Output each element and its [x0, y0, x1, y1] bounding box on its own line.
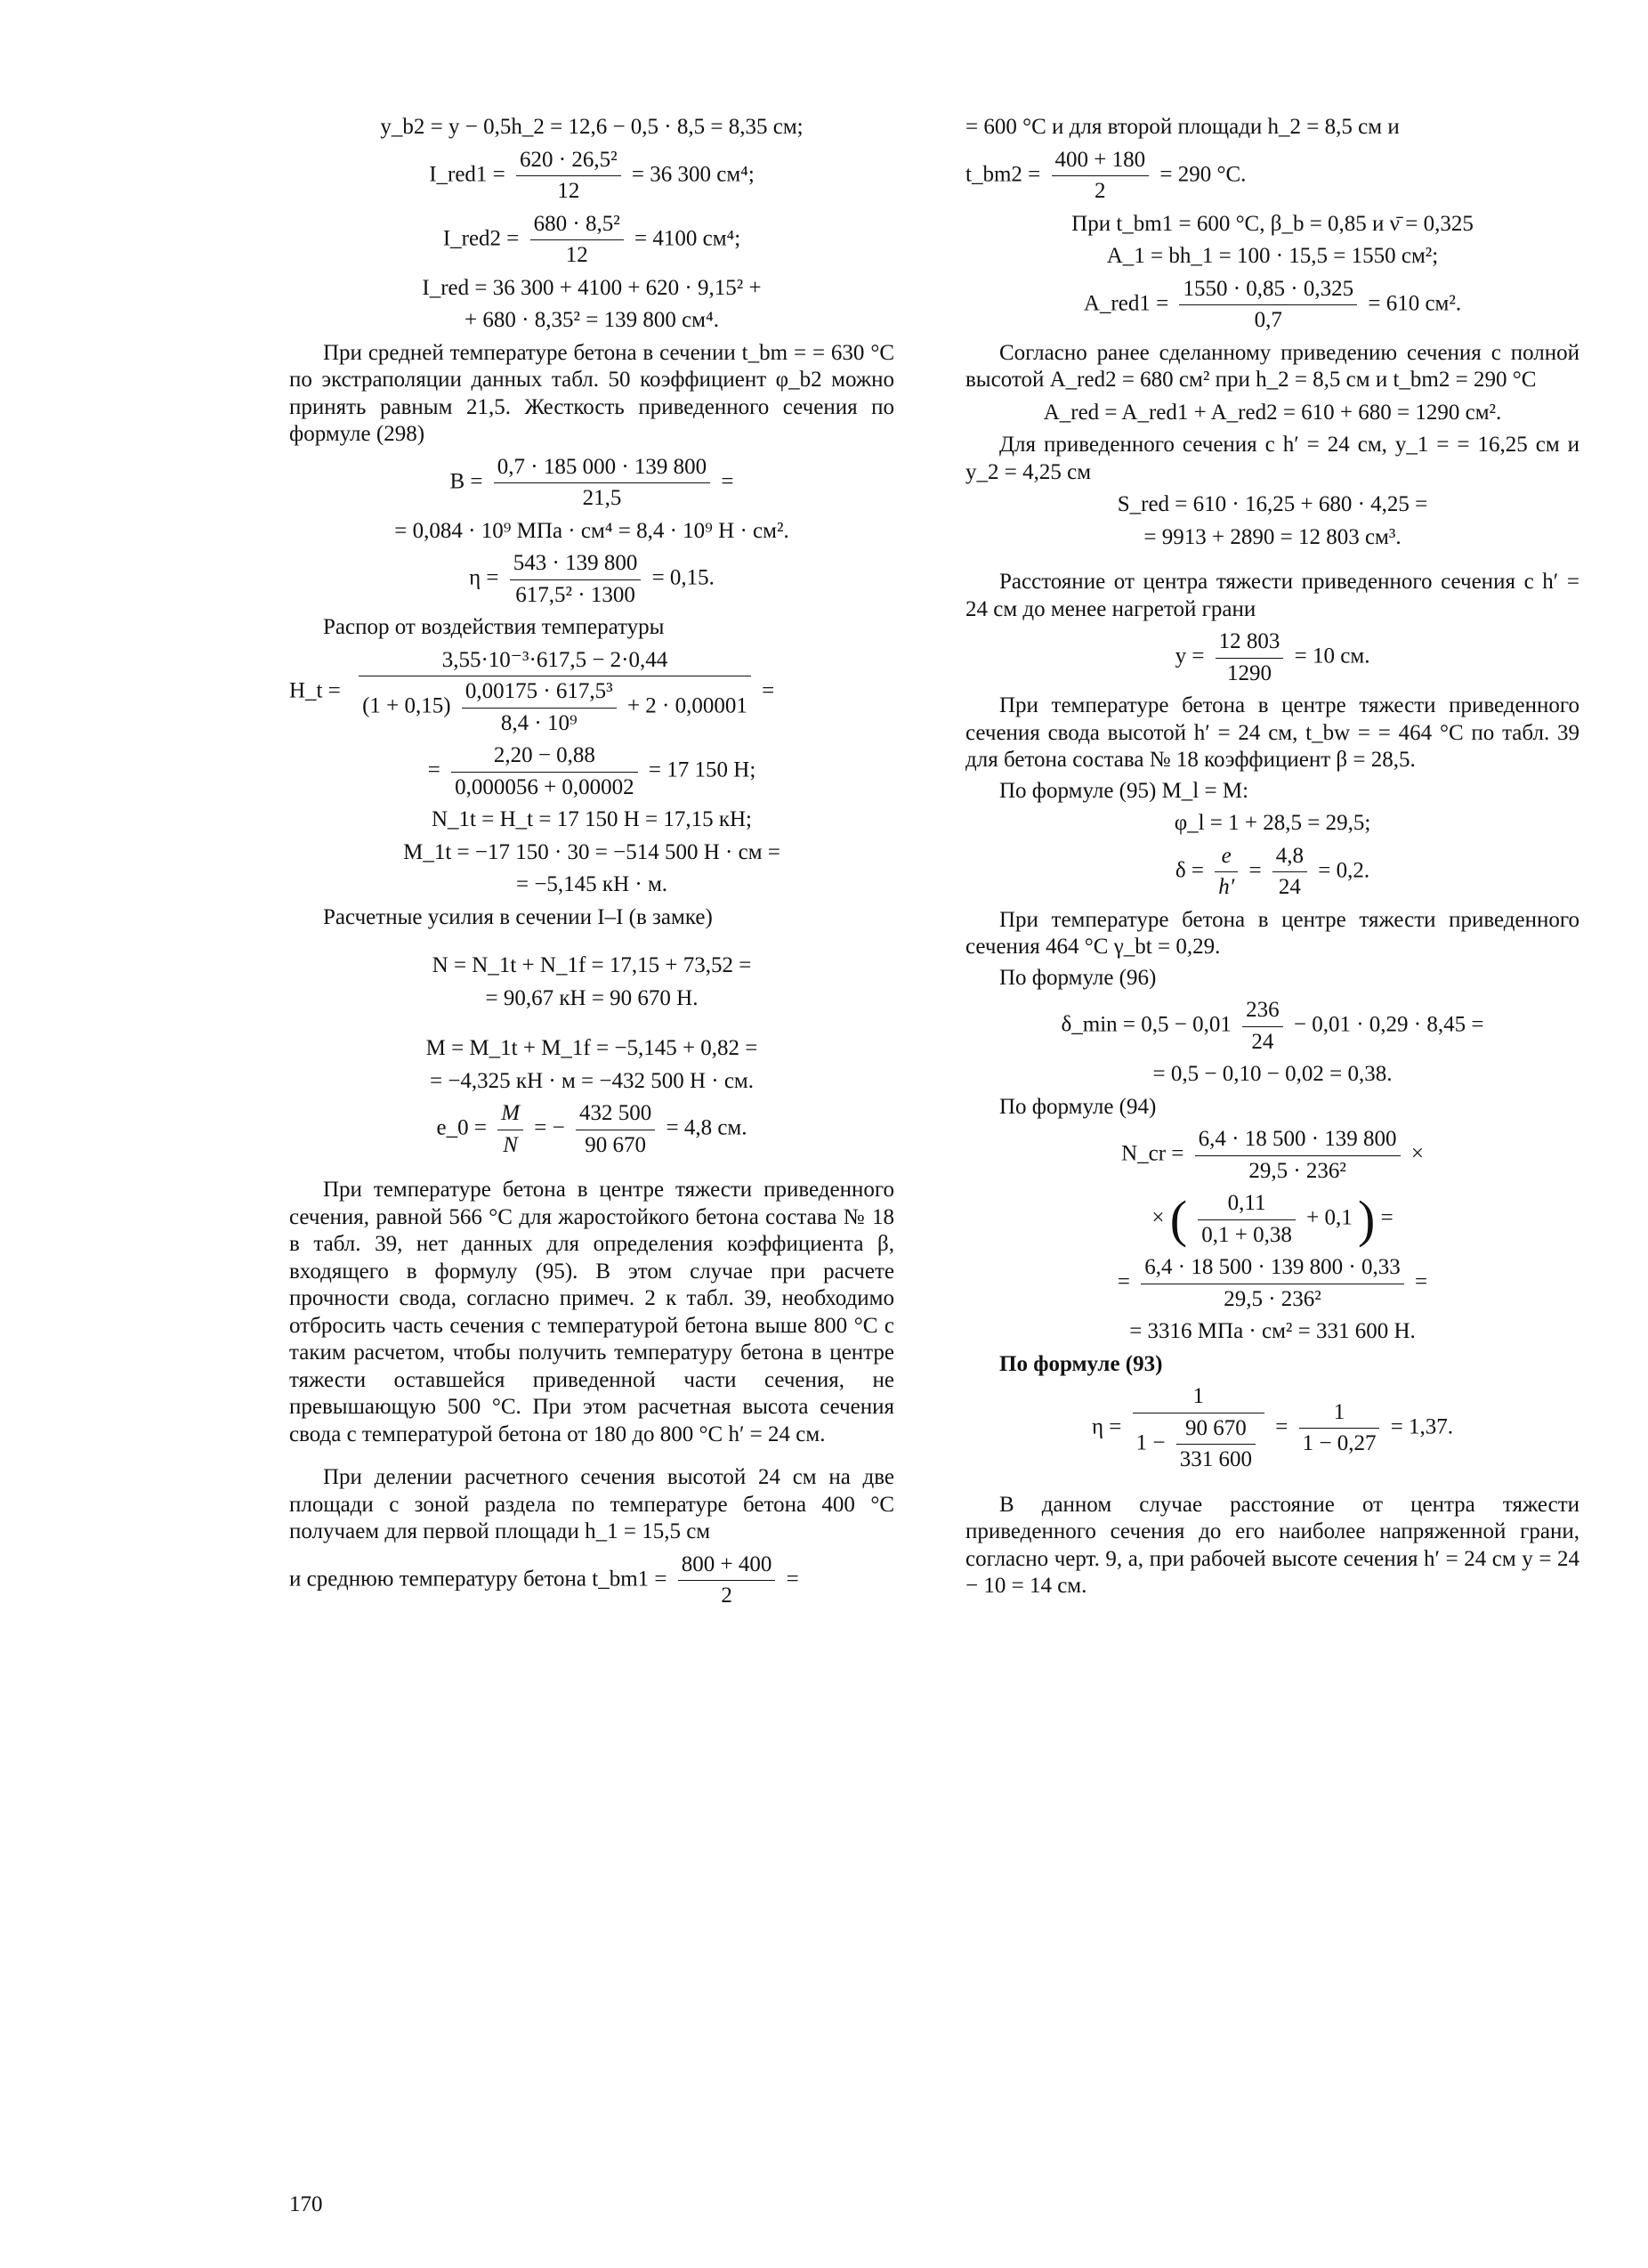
equation-phi: φ_l = 1 + 28,5 = 29,5; [1174, 811, 1371, 835]
equation-e0: e_0 = $\frac{M}{N}$ = − $\frac{432 500}{90 670}$ = 4,8 см. [289, 1100, 894, 1159]
fraction: $\frac{1}{1 - 0,27}$ [1299, 1399, 1380, 1458]
fraction: $\frac{400 + 180}{2}$ [1052, 147, 1150, 206]
equation-yb2: y_b2 = y − 0,5h_2 = 12,6 − 0,5 · 8,5 = 8,35 см; [380, 115, 804, 139]
paragraph-reduced-section: Для приведенного сечения с h′ = 24 см, y_1 = = 16,25 см и y_2 = 4,25 см [965, 433, 1579, 484]
fraction: $\frac{800 + 400}{2}$ [678, 1551, 776, 1610]
fraction: 1 1 − $\frac{90 670}{331 600}$ [1133, 1383, 1264, 1474]
equation-tbm2: t_bm2 = $\frac{400 + 180}{2}$ = 290 °С. [965, 147, 1579, 206]
equation-y: y = $\frac{12 803}{1290}$ = 10 см. [965, 628, 1579, 687]
paragraph-formula-94: По формуле (94) [999, 1094, 1157, 1119]
fraction: $\frac{6,4 \cdot 18 500 \cdot 139 800}{\text{29,5 · 236²}}$ [1195, 1126, 1401, 1185]
equation-m-line1: M = M_1t + M_1f = −5,145 + 0,82 = [425, 1036, 758, 1060]
equation-sred-line1: S_red = 610 · 16,25 + 680 · 4,25 = [1117, 492, 1428, 516]
paragraph-earlier-reduction: Согласно ранее сделанному приведению сечения с полной высотой A_red2 = 680 см² при h_2 = 8,5 см и t_bm2 = 290 °С [965, 340, 1579, 392]
equation-eta2: η = 1 1 − $\frac{90 670}{331 600}$ = $\frac{1}{1 - 0,27}$ = 1,37. [965, 1383, 1579, 1474]
equation-n1t: N_1t = H_t = 17 150 Н = 17,15 кН; [432, 807, 752, 831]
page-number: 170 [289, 2192, 323, 2216]
fraction: $\frac{e}{h'}$ [1215, 843, 1238, 902]
paragraph-beta-coefficient: При температуре бетона в центре тяжести приведенного сечения свода высотой h′ = 24 см, t_bw = = 464 °С по табл. 39 для бетона состава № 18 коэффициент β = 28,5. [965, 693, 1579, 772]
fraction: 3,55·10⁻³·617,5 − 2·0,44 (1 + 0,15) $\frac{\text{0,00175 · 617,5³}}{\text{8,4 · 10⁹}}$ + 2 · 0,00001 [359, 647, 751, 738]
paragraph-temperature-center: При температуре бетона в центре тяжести приведенного сечения, равной 566 °С для жаростойкого бетона состава № 18 в табл. 39, нет данных для определения коэффициента β, входящего в формулу (95). В этом случае при расчете прочности свода, согласно примеч. 2 к табл. 39, необходимо отбросить часть сечения с температурой бетона выше 800 °С с таким расчетом, чтобы получить температуру бетона в центре тяжести оставшейся приведенной части сечения, не превышающую 500 °С. При этом расчетная высота сечения свода с температурой бетона от 180 до 800 °С h′ = 24 см. [289, 1178, 894, 1446]
paragraph-stiffness: При средней температуре бетона в сечении t_bm = = 630 °С по экстраполяции данных табл. 50 коэффициент φ_b2 можно принять равным 21,5. Жесткость приведенного сечения по формуле (298) [289, 340, 894, 446]
fraction: $\frac{0,7 \cdot 185 000 \cdot 139 800}{21,5}$ [494, 454, 710, 513]
paragraph-distance: Расстояние от центра тяжести приведенного сечения с h′ = 24 см до менее нагретой грани [965, 570, 1579, 621]
equation-a1: A_1 = bh_1 = 100 · 15,5 = 1550 см²; [1106, 244, 1439, 268]
equation-ired2: I_red2 = $\frac{\text{680 · 8,5²}}{12}$ = 4100 см⁴; [289, 211, 894, 270]
equation-ncr-line2: × ( $\frac{0,11}{0,1 + 0,38}$ + 0,1 ) = [1151, 1190, 1394, 1248]
fraction: $\frac{2,20 - 0,88}{0,000056 + 0,00002}$ [451, 742, 638, 801]
equation-ired-line1: I_red = 36 300 + 4100 + 620 · 9,15² + [422, 275, 762, 300]
right-column [965, 109, 1579, 1604]
equation-b: B = $\frac{0,7 \cdot 185 000 \cdot 139 800}{21,5}$ = [289, 454, 894, 513]
fraction: $\frac{90 670}{331 600}$ [1176, 1415, 1256, 1474]
equation-m1t-line1: M_1t = −17 150 · 30 = −514 500 Н · см = [403, 839, 780, 864]
equation-m-line2: = −4,325 кН · м = −432 500 Н · см. [429, 1068, 755, 1093]
equation-ht-result: = $\frac{2,20 - 0,88}{0,000056 + 0,00002}$ = 17 150 Н; [289, 742, 894, 801]
fraction: $\frac{0,11}{0,1 + 0,38}$ [1198, 1190, 1296, 1249]
paragraph-thrust: Распор от воздействия температуры [323, 615, 665, 639]
fraction: $\frac{\text{620 · 26,5²}}{12}$ [516, 147, 621, 206]
fraction: $\frac{\text{0,00175 · 617,5³}}{\text{8,4 · 10⁹}}$ [462, 678, 617, 737]
fraction: $\frac{6,4 \cdot 18 500 \cdot 139 800 \cdot 0,33}{\text{29,5 · 236²}}$ [1141, 1254, 1403, 1313]
paragraph-conclusion: В данном случае расстояние от центра тяжести приведенного сечения до его наиболее напряженной грани, согласно черт. 9, а, при рабочей высоте сечения h′ = 24 см y = 24 − 10 = 14 см. [965, 1492, 1579, 1598]
paragraph-formula-93: По формуле (93) [999, 1351, 1163, 1376]
fraction: $\frac{1550 \cdot 0,85 \cdot 0,325}{0,7}$ [1179, 276, 1357, 335]
fraction: $\frac{236}{24}$ [1242, 997, 1283, 1056]
paragraph-gamma: При температуре бетона в центре тяжести приведенного сечения 464 °С γ_bt = 0,29. [965, 907, 1579, 959]
equation-delta: δ = $\frac{e}{h'}$ = $\frac{4,8}{24}$ = 0,2. [965, 843, 1579, 902]
equation-ncr-line1: N_cr = $\frac{6,4 \cdot 18 500 \cdot 139 800}{\text{29,5 · 236²}}$ × [965, 1126, 1579, 1185]
equation-ired-line2: + 680 · 8,35² = 139 800 см⁴. [465, 308, 719, 332]
fraction: $\frac{M}{N}$ [497, 1100, 523, 1159]
equation-delta-min-result: = 0,5 − 0,10 − 0,02 = 0,38. [1152, 1062, 1393, 1086]
equation-n-line1: N = N_1t + N_1f = 17,15 + 73,52 = [432, 953, 752, 977]
fraction: $\frac{\text{680 · 8,5²}}{12}$ [530, 211, 624, 270]
fraction: $\frac{543 \cdot 139 800}{\text{617,5² · 1300}}$ [510, 550, 642, 609]
equation-ared: A_red = A_red1 + A_red2 = 610 + 680 = 1290 см². [1043, 400, 1502, 425]
equation-second-area: = 600 °С и для второй площади h_2 = 8,5 см и [965, 115, 1400, 139]
paragraph-formula-96: По формуле (96) [999, 965, 1157, 990]
equation-m1t-line2: = −5,145 кН · м. [515, 872, 668, 896]
equation-params: При t_bm1 = 600 °С, β_b = 0,85 и ν̄ = 0,325 [1071, 211, 1474, 236]
equation-ncr-result: = 3316 МПа · см² = 331 600 Н. [1129, 1319, 1416, 1343]
equation-ired1: I_red1 = $\frac{\text{620 · 26,5²}}{12}$ = 36 300 см⁴; [289, 147, 894, 206]
fraction: $\frac{4,8}{24}$ [1272, 843, 1307, 902]
fraction: $\frac{12 803}{1290}$ [1216, 628, 1284, 687]
fraction: $\frac{432 500}{90 670}$ [576, 1100, 655, 1159]
equation-ht: H_t = 3,55·10⁻³·617,5 − 2·0,44 (1 + 0,15) $\frac{\text{0,00175 · 617,5³}}{\text{8,4 · 10⁹}}$ + 2 · 0,00001 = [289, 647, 894, 738]
equation-eta1: η = $\frac{543 \cdot 139 800}{\text{617,5² · 1300}}$ = 0,15. [289, 550, 894, 609]
equation-delta-min: δ_min = 0,5 − 0,01 $\frac{236}{24}$ − 0,01 · 0,29 · 8,45 = [965, 997, 1579, 1056]
left-column [289, 109, 894, 1616]
equation-b-result: = 0,084 · 10⁹ МПа · см⁴ = 8,4 · 10⁹ Н · см². [394, 518, 789, 543]
paragraph-section-split: При делении расчетного сечения высотой 24 см на две площади с зоной раздела по температуре бетона 400 °С получаем для первой площади h_1 = 15,5 см [289, 1465, 894, 1543]
equation-tbm1: и среднюю температуру бетона t_bm1 = $\frac{800 + 400}{2}$ = [289, 1551, 894, 1610]
equation-n-line2: = 90,67 кН = 90 670 Н. [485, 985, 699, 1010]
paragraph-design-forces: Расчетные усилия в сечении I–I (в замке) [323, 904, 713, 929]
equation-ncr-line3: = $\frac{6,4 \cdot 18 500 \cdot 139 800 \cdot 0,33}{\text{29,5 · 236²}}$ = [965, 1254, 1579, 1313]
paragraph-formula-95: По формуле (95) M_l = M: [999, 778, 1249, 803]
equation-ared1: A_red1 = $\frac{1550 \cdot 0,85 \cdot 0,325}{0,7}$ = 610 см². [965, 276, 1579, 335]
equation-sred-line2: = 9913 + 2890 = 12 803 см³. [1143, 524, 1402, 549]
